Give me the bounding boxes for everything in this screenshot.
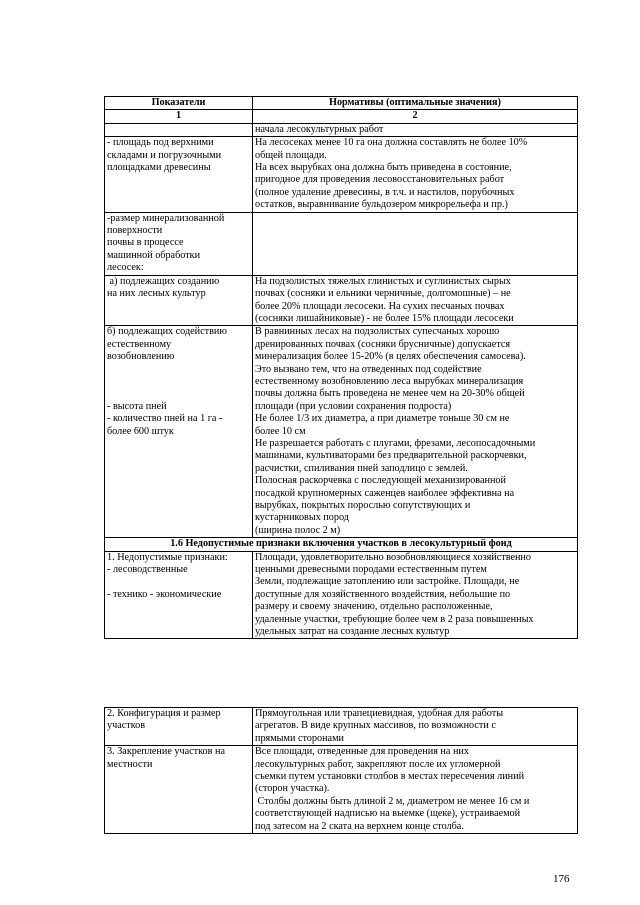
cell-line: машинами, культиваторами без предварительной раскорчевки, — [255, 450, 527, 462]
table-body-part1 — [105, 123, 578, 537]
cell-line: лесосек: — [107, 262, 144, 274]
cell-line: (сторон участка). — [255, 783, 330, 795]
cell-line: 2. Конфигурация и размер — [107, 708, 221, 719]
indicator-cell — [105, 708, 253, 746]
cell-line: На подзолистых тяжелых глинистых и суглинистых сырых — [255, 275, 511, 287]
indicator-cell — [105, 137, 253, 212]
header-norms: Нормативы (оптимальные значения) — [253, 97, 578, 110]
indicator-cell — [105, 123, 253, 136]
norm-cell — [253, 551, 578, 639]
cell-line: (ширина полос 2 м) — [255, 524, 341, 536]
cell-line: дренированных почвах (сосняки брусничные) допускается — [255, 338, 511, 350]
indicator-cell — [105, 326, 253, 538]
cell-line: Столбы должны быть длиной 2 м, диаметром не менее 16 см и — [255, 795, 530, 807]
cell-line: Прямоугольная или трапециевидная, удобная для работы — [255, 708, 504, 719]
cell-line: -размер минерализованной — [107, 212, 225, 224]
column-number-2: 2 — [253, 110, 578, 123]
cell-line: естественному — [107, 338, 172, 350]
table-row — [105, 275, 578, 326]
cell-line: начала лесокультурных работ — [255, 123, 384, 135]
cell-line: местности — [107, 758, 153, 770]
cell-line: поверхности — [107, 225, 163, 237]
cell-line: остатков, выравнивание бульдозером микрорельефа и пр.) — [255, 199, 508, 211]
table-number-row — [105, 110, 578, 123]
norms-table — [104, 96, 578, 639]
table-header-row — [105, 97, 578, 110]
cell-line: удельных затрат на создание лесных культур — [255, 626, 450, 638]
cell-gap — [107, 376, 250, 388]
cell-line: 3. Закрепление участков на — [107, 746, 225, 758]
cell-line: прямыми сторонами — [255, 732, 344, 744]
cell-line: съемки путем установки столбов в местах пересечения линий — [255, 771, 525, 783]
cell-line: На лесосеках менее 10 га она должна составлять не более 10% — [255, 137, 528, 149]
table-row — [105, 137, 578, 212]
cell-line: 1. Недопустимые признаки: — [107, 551, 228, 563]
norm-cell — [253, 708, 578, 746]
cell-line: агрегатов. В виде крупных массивов, по возможности с — [255, 720, 496, 732]
table-row — [105, 326, 578, 538]
cell-line: Площади, удовлетворительно возобновляющиеся хозяйственно — [255, 551, 531, 563]
cell-line: лесокультурных работ, закрепляют после их угломерной — [255, 758, 501, 770]
cell-line: участков — [107, 720, 146, 732]
cell-line: На всех вырубках она должна быть приведена в состояние, — [255, 162, 512, 174]
cell-line: Земли, подлежащие затоплению или застройке. Площади, не — [255, 576, 520, 588]
table-row — [105, 746, 578, 834]
page-number: 176 — [553, 873, 570, 885]
cell-line: соответствующей надписью на выемке (щеке), устраиваемой — [255, 808, 521, 820]
indicator-cell — [105, 746, 253, 834]
table-row — [105, 212, 578, 275]
cell-line: удаленные участки, требующие более чем в 2 раза повышенных — [255, 613, 534, 625]
cell-line: б) подлежащих содействию — [107, 326, 227, 338]
cell-line: площади (при условии сохранения подроста) — [255, 400, 452, 412]
cell-line: на них лесных культур — [107, 288, 206, 300]
norm-cell — [253, 326, 578, 538]
cell-line: доступные для хозяйственного воздействия, небольшие по — [255, 588, 511, 600]
norms-table-continued — [104, 707, 578, 834]
cell-line: (полное удаление древесины, в т.ч. и настилов, порубочных — [255, 186, 515, 198]
norm-cell — [253, 123, 578, 136]
cell-line: более 20% площади лесосеки. На сухих песчаных почвах — [255, 300, 505, 312]
cell-line: - высота пней — [107, 400, 167, 412]
cell-line: Полосная раскорчевка с последующей механизированной — [255, 475, 506, 487]
column-number-1: 1 — [105, 110, 253, 123]
table-body-part2 — [105, 708, 578, 834]
cell-line: складами и погрузочными — [107, 149, 222, 161]
cell-line: более 600 штук — [107, 425, 174, 437]
cell-line: вырубках, покрытых порослью сопутствующих и — [255, 500, 471, 511]
cell-line: (сосняки лишайниковые) - не более 15% площади лесосеки — [255, 312, 514, 324]
cell-gap — [107, 576, 250, 588]
cell-line: почвах (сосняки и ельники черничные, долгомошные) – не — [255, 288, 511, 300]
table-row — [105, 551, 578, 639]
table-row — [105, 123, 578, 136]
cell-gap — [107, 364, 250, 376]
cell-line: общей площади. — [255, 149, 327, 161]
table-row — [105, 708, 578, 746]
norm-cell — [253, 275, 578, 326]
cell-line: а) подлежащих созданию — [107, 275, 220, 287]
indicator-cell — [105, 275, 253, 326]
cell-line: расчистки, спиливания пней заподлицо с землей. — [255, 462, 468, 474]
cell-line: Не разрешается работать с плугами, фрезами, лесопосадочными — [255, 437, 536, 449]
cell-line: пригодное для проведения лесовосстановительных работ — [255, 174, 505, 186]
norm-cell — [253, 746, 578, 834]
cell-gap — [107, 388, 250, 400]
section-title: 1.6 Недопустимые признаки включения участков в лесокультурный фонд — [105, 538, 578, 551]
cell-line: кустарниковых пород — [255, 512, 349, 524]
header-indicators: Показатели — [105, 97, 253, 110]
cell-line: машинной обработки — [107, 249, 201, 261]
norm-cell — [253, 212, 578, 275]
cell-line: Не более 1/3 их диаметра, а при диаметре тоньше 30 см не — [255, 413, 510, 425]
cell-line: возобновлению — [107, 351, 175, 363]
cell-line: более 10 см — [255, 425, 306, 437]
cell-line: посадкой крупномерных саженцев наиболее эффективна на — [255, 487, 515, 499]
cell-line: - количество пней на 1 га - — [107, 413, 223, 425]
cell-line: размеру и своему значению, отдельно расположенные, — [255, 601, 493, 613]
cell-line: Это вызвано тем, что на отведенных под содействие — [255, 363, 482, 375]
cell-line: - лесоводственные — [107, 564, 188, 576]
cell-line: Все площади, отведенные для проведения на них — [255, 746, 469, 758]
norm-cell — [253, 137, 578, 212]
cell-line: - технико - экономические — [107, 588, 222, 600]
cell-line: В равнинных лесах на подзолистых супесчаных хорошо — [255, 326, 500, 338]
indicator-cell — [105, 551, 253, 639]
cell-line: естественному возобновлению леса вырубках минерализация — [255, 375, 524, 387]
cell-line: минерализация более 15-20% (в целях обеспечения самосева). — [255, 351, 526, 363]
cell-line: почвы в процессе — [107, 237, 184, 249]
cell-line: под затесом на 2 ската на верхнем конце столба. — [255, 820, 464, 832]
cell-line: ценными древесными породами естественным путем — [255, 564, 487, 576]
section-title-row — [105, 538, 578, 551]
cell-line: площадками древесины — [107, 162, 211, 174]
cell-line: - площадь под верхними — [107, 137, 214, 149]
cell-line: почвы должна быть проведена не менее чем на 20-30% общей — [255, 388, 525, 400]
indicator-cell — [105, 212, 253, 275]
